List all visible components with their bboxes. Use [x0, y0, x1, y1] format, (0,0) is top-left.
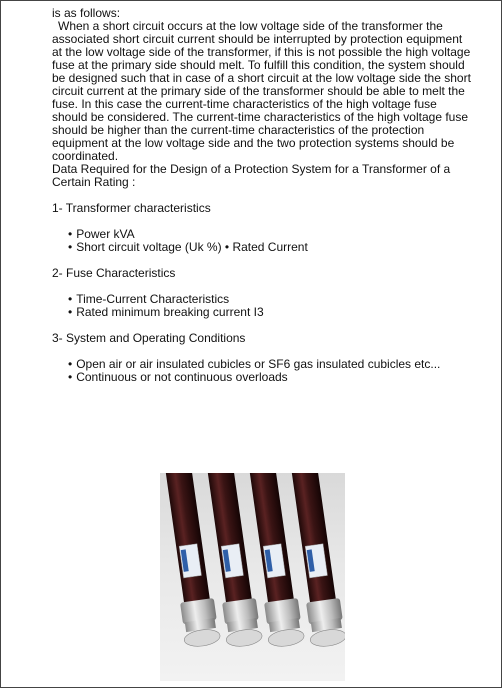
list-item: • Short circuit voltage (Uk %) • Rated Current [68, 241, 472, 254]
fuses-illustration [160, 473, 345, 681]
fuses-photo [160, 473, 345, 681]
list-item: • Power kVA [68, 228, 472, 241]
section-heading-system: 3- System and Operating Conditions [52, 331, 246, 345]
list-item: • Rated minimum breaking current I3 [68, 306, 472, 319]
fuse-list [52, 293, 472, 319]
data-required-title: Data Required for the Design of a Protection System for a Transformer of a Certain Rating : [52, 162, 451, 189]
document-content [52, 7, 472, 397]
list-item: • Time-Current Characteristics [68, 293, 472, 306]
body-paragraph: When a short circuit occurs at the low voltage side of the transformer the associated short circuit current should be interrupted by protection equipment at the low voltage side of the transformer, if this is not possible the high voltage fuse at the primary side should melt. To fulfill this condition, the system should be designed such that in case of a short circuit at the low voltage side the short circuit current at the primary side of the transformer should be able to melt the fuse. In this case the current-time characteristics of the high voltage fuse should be considered. The current-time characteristics of the high voltage fuse should be higher than the current-time characteristics of the protection equipment at the low voltage side and the two protection systems should be coordinated. [52, 19, 471, 163]
list-item: • Open air or air insulated cubicles or SF6 gas insulated cubicles etc... [68, 358, 472, 371]
intro-line: is as follows: [52, 6, 121, 20]
transformer-list [52, 228, 472, 254]
list-item: • Continuous or not continuous overloads [68, 371, 472, 384]
system-list [52, 358, 472, 384]
section-heading-fuse: 2- Fuse Characteristics [52, 266, 176, 280]
section-heading-transformer: 1- Transformer characteristics [52, 201, 211, 215]
